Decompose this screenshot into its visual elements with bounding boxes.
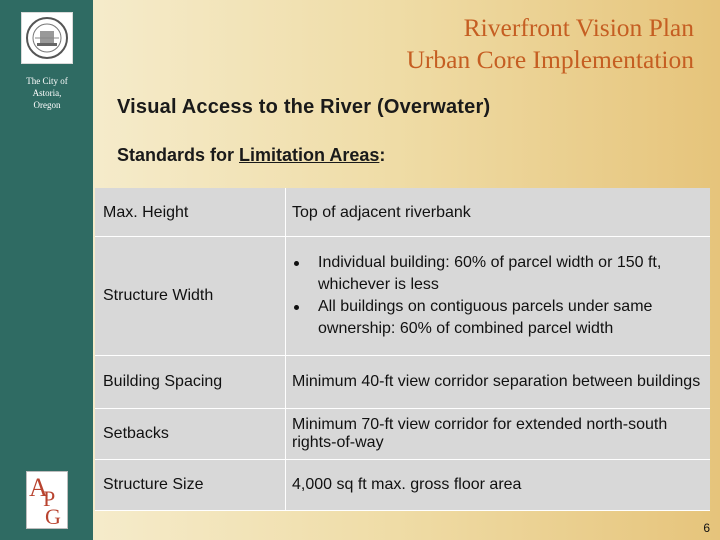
row-value: Top of adjacent riverbank bbox=[286, 188, 711, 236]
table-row bbox=[95, 459, 710, 510]
bullet-text: All buildings on contiguous parcels under same ownership: 60% of combined parcel width bbox=[318, 297, 653, 337]
bullet-icon bbox=[294, 261, 299, 266]
apg-letter-p: P bbox=[43, 486, 56, 511]
city-label bbox=[8, 75, 86, 111]
city-label-line: The City of bbox=[26, 76, 68, 86]
table-row bbox=[95, 355, 710, 408]
bullet-text: Individual building: 60% of parcel width or 150 ft, whichever is less bbox=[318, 253, 662, 293]
section-prefix: Standards for bbox=[117, 145, 240, 165]
slide-title bbox=[407, 12, 695, 76]
apg-letter-a: A bbox=[29, 473, 48, 502]
section-heading bbox=[117, 145, 385, 166]
seal-icon bbox=[25, 16, 69, 60]
apg-logo-icon bbox=[27, 472, 67, 528]
section-suffix: : bbox=[379, 145, 386, 165]
city-seal-logo bbox=[21, 12, 73, 64]
row-label: Structure Size bbox=[95, 459, 286, 510]
table-row bbox=[95, 188, 710, 236]
page-number: 6 bbox=[703, 521, 710, 535]
row-label: Setbacks bbox=[95, 408, 286, 459]
row-label: Building Spacing bbox=[95, 355, 286, 408]
title-line-1: Riverfront Vision Plan bbox=[463, 13, 694, 42]
section-underlined: Limitation Areas bbox=[239, 145, 380, 165]
table-row bbox=[95, 236, 710, 355]
standards-table bbox=[95, 188, 710, 511]
list-item bbox=[292, 296, 702, 340]
title-line-2: Urban Core Implementation bbox=[406, 45, 694, 74]
row-value bbox=[286, 236, 711, 355]
table-row bbox=[95, 408, 710, 459]
apg-logo bbox=[26, 471, 68, 529]
slide-subtitle: Visual Access to the River (Overwater) bbox=[117, 96, 491, 118]
row-value: 4,000 sq ft max. gross floor area bbox=[286, 459, 711, 510]
list-item bbox=[292, 252, 702, 296]
row-value: Minimum 70-ft view corridor for extended north-south rights-of-way bbox=[286, 408, 711, 459]
city-label-line: Oregon bbox=[33, 100, 61, 110]
row-value: Minimum 40-ft view corridor separation between buildings bbox=[286, 355, 711, 408]
row-label: Structure Width bbox=[95, 236, 286, 355]
bullet-list bbox=[292, 252, 702, 340]
apg-letter-g: G bbox=[45, 504, 61, 528]
row-label: Max. Height bbox=[95, 188, 286, 236]
bullet-icon bbox=[294, 305, 299, 310]
city-label-line: Astoria, bbox=[32, 88, 62, 98]
